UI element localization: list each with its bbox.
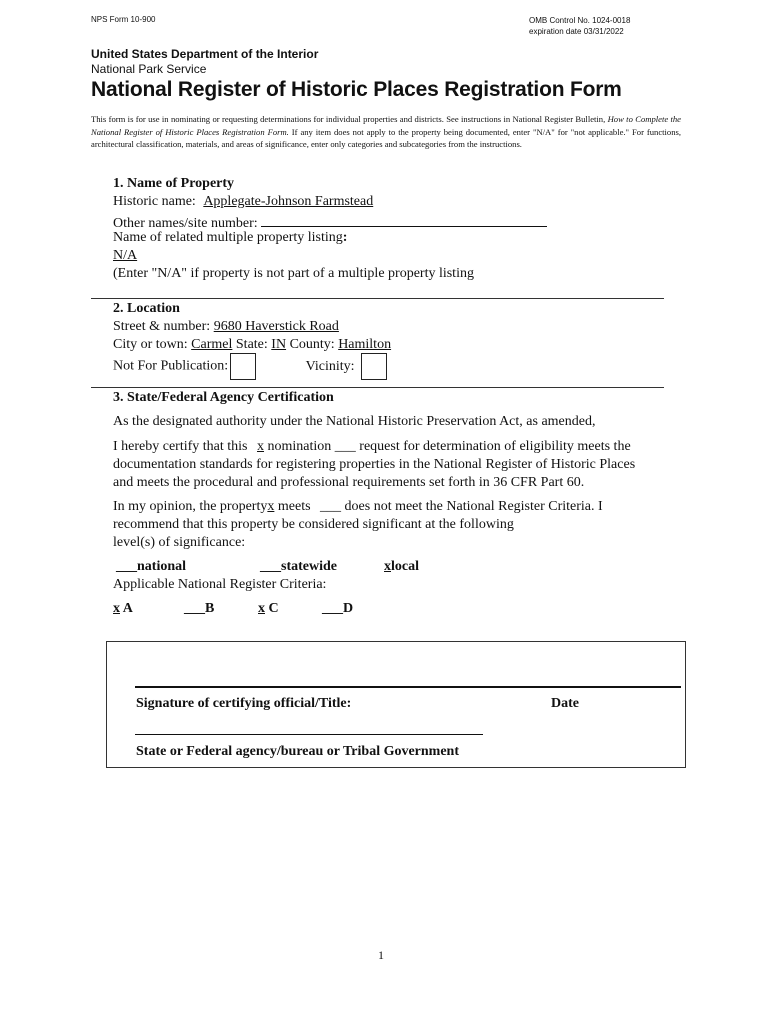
street-row [113, 319, 339, 335]
page-number: 1 [378, 948, 384, 962]
city-value[interactable]: Carmel [191, 337, 233, 352]
intro-paragraph [91, 113, 681, 151]
opinion-row [113, 499, 603, 515]
criterion-b[interactable]: ___B [184, 601, 215, 616]
county-label: County: [289, 337, 335, 352]
level-national[interactable]: ___national [116, 559, 187, 574]
other-names-label: Other names/site number: [113, 216, 258, 231]
certify-text-a: I hereby certify that this [113, 439, 248, 454]
city-row [113, 337, 391, 353]
related-listing-value[interactable]: N/A [113, 248, 138, 263]
state-label: State: [235, 337, 268, 352]
vicinity-label: Vicinity: [305, 358, 355, 374]
section3-heading: 3. State/Federal Agency Certification [113, 390, 334, 405]
intro-bulletin-title: How to Complete the National Register of Historic Places Registration Form. [91, 114, 681, 137]
agency-line[interactable] [135, 734, 483, 735]
agency-label: State or Federal agency/bureau or Tribal Government [136, 744, 460, 759]
level-statewide[interactable]: ___statewide [260, 559, 337, 574]
related-listing-colon: : [342, 230, 348, 245]
intro-text-b: If any item does not apply to the property being documented, enter "N/A" for "not applicable." For functions, architectural classification, materials, and areas of significance, enter only categories and subcategories from the instructions. [91, 126, 682, 149]
does-not-meet-blank[interactable]: ___ [320, 499, 342, 514]
other-names-row [113, 212, 547, 232]
historic-name-row [113, 194, 373, 210]
section-divider [91, 387, 664, 388]
department-name: United States Department of the Interior [91, 47, 319, 61]
publication-row [113, 353, 387, 380]
omb-control [529, 15, 630, 37]
page-title: National Register of Historic Places Registration Form [91, 78, 622, 101]
opinion-line-2: recommend that this property be considered significant at the following [113, 517, 514, 532]
not-for-publication-label: Not For Publication: [113, 358, 229, 374]
city-label: City or town: [113, 337, 188, 352]
certify-row [113, 439, 631, 455]
signature-box [106, 641, 686, 768]
request-blank[interactable]: ___ [334, 439, 356, 454]
intro-text-a: This form is for use in nominating or requesting determinations for individual properties and districts. See instructions in National Register Bulletin, [91, 114, 608, 124]
criterion-a-label: A [122, 601, 133, 616]
section1-heading: 1. Name of Property [113, 176, 235, 191]
form-number: NPS Form 10-900 [91, 15, 156, 24]
related-listing-label: Name of related multiple property listing [113, 230, 343, 245]
criterion-c-label: C [268, 601, 279, 616]
date-label: Date [551, 696, 579, 711]
certify-text-b: nomination [267, 439, 332, 454]
section2-heading: 2. Location [113, 301, 180, 316]
criterion-c-mark: x [258, 601, 265, 616]
level-local-mark: x [384, 559, 391, 574]
signature-label: Signature of certifying official/Title: [136, 696, 352, 711]
authority-text: As the designated authority under the National Historic Preservation Act, as amended, [113, 414, 596, 429]
opinion-text-c: does not meet the National Register Criteria. I [344, 499, 603, 514]
omb-number: OMB Control No. 1024-0018 [529, 16, 631, 25]
certify-line-2: documentation standards for registering properties in the National Register of Historic Places [113, 457, 636, 472]
other-names-field[interactable] [261, 212, 547, 227]
meets-mark[interactable]: x [267, 499, 275, 514]
county-value[interactable]: Hamilton [338, 337, 392, 352]
service-name: National Park Service [91, 62, 207, 76]
signature-line[interactable] [135, 686, 681, 688]
certify-text-c: request for determination of eligibility meets the [359, 439, 631, 454]
section-divider [91, 298, 664, 299]
historic-name-value[interactable]: Applegate-Johnson Farmstead [203, 194, 374, 209]
not-for-publication-checkbox[interactable] [230, 353, 256, 380]
level-local[interactable] [384, 559, 419, 575]
related-listing-note: (Enter "N/A" if property is not part of a multiple property listing [113, 266, 474, 281]
level-local-label: local [391, 559, 419, 574]
criterion-a-mark: x [113, 601, 120, 616]
historic-name-label: Historic name: [113, 194, 196, 209]
opinion-text-a: In my opinion, the property [113, 499, 268, 514]
related-listing-row [113, 230, 347, 246]
state-value[interactable]: IN [271, 337, 287, 352]
certify-line-3: and meets the procedural and professional requirements set forth in 36 CFR Part 60. [113, 475, 585, 490]
criterion-c[interactable] [258, 601, 279, 617]
opinion-text-b: meets [277, 499, 311, 514]
vicinity-checkbox[interactable] [361, 353, 387, 380]
street-label: Street & number: [113, 319, 211, 334]
nomination-mark[interactable]: x [257, 439, 265, 454]
opinion-line-3: level(s) of significance: [113, 535, 246, 550]
street-value[interactable]: 9680 Haverstick Road [213, 319, 339, 334]
criterion-d[interactable]: ___D [322, 601, 354, 616]
criterion-a[interactable] [113, 601, 133, 617]
criteria-label: Applicable National Register Criteria: [113, 577, 327, 592]
expiration-date: expiration date 03/31/2022 [529, 27, 624, 36]
